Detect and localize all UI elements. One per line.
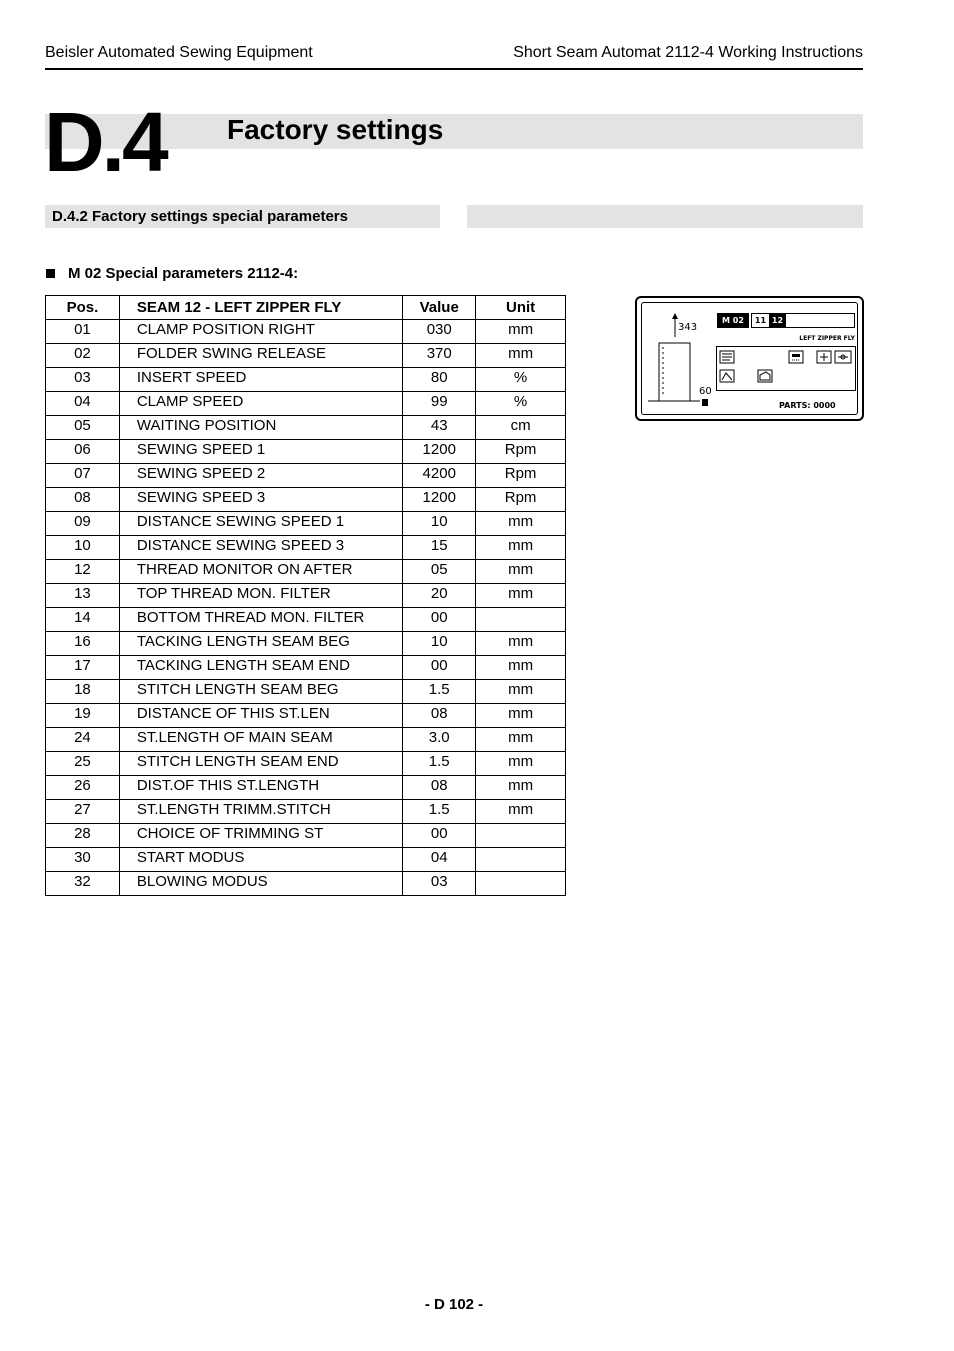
- cell-value: 370: [403, 344, 476, 368]
- cell-unit: mm: [476, 584, 566, 608]
- table-row: [46, 416, 566, 440]
- cell-unit: mm: [476, 776, 566, 800]
- cell-pos: 05: [46, 416, 120, 440]
- cell-desc: ST.LENGTH OF MAIN SEAM: [119, 728, 402, 752]
- cell-pos: 30: [46, 848, 120, 872]
- cell-unit: [476, 848, 566, 872]
- cell-value: 20: [403, 584, 476, 608]
- table-row: [46, 368, 566, 392]
- cell-desc: TACKING LENGTH SEAM BEG: [119, 632, 402, 656]
- section-title: D.4.2 Factory settings special parameters: [52, 208, 348, 225]
- cell-unit: mm: [476, 800, 566, 824]
- cell-desc: STITCH LENGTH SEAM END: [119, 752, 402, 776]
- cell-pos: 14: [46, 608, 120, 632]
- cell-unit: mm: [476, 320, 566, 344]
- cell-pos: 12: [46, 560, 120, 584]
- cell-unit: %: [476, 392, 566, 416]
- cell-unit: mm: [476, 728, 566, 752]
- header-divider: [45, 68, 863, 70]
- cell-value: 99: [403, 392, 476, 416]
- table-row: [46, 344, 566, 368]
- table-row: [46, 824, 566, 848]
- table-row: [46, 584, 566, 608]
- table-row: [46, 752, 566, 776]
- cell-value: 1.5: [403, 800, 476, 824]
- cell-unit: mm: [476, 512, 566, 536]
- cell-pos: 28: [46, 824, 120, 848]
- cell-pos: 02: [46, 344, 120, 368]
- cell-pos: 27: [46, 800, 120, 824]
- col-unit-header: Unit: [476, 296, 566, 320]
- arrow-head-icon: [672, 313, 678, 319]
- cell-value: 43: [403, 416, 476, 440]
- cell-value: 1.5: [403, 752, 476, 776]
- cell-pos: 07: [46, 464, 120, 488]
- table-row: [46, 728, 566, 752]
- table-row: [46, 608, 566, 632]
- cell-pos: 10: [46, 536, 120, 560]
- display-parts-counter: PARTS: 0000: [779, 401, 836, 410]
- cell-unit: mm: [476, 680, 566, 704]
- display-seam-prev: 11: [754, 316, 767, 325]
- title-band: [45, 114, 863, 149]
- cell-value: 08: [403, 776, 476, 800]
- display-program: M 02: [717, 313, 749, 328]
- header-company: Beisler Automated Sewing Equipment: [45, 44, 313, 61]
- bullet-text: M 02 Special parameters 2112-4:: [68, 265, 299, 282]
- cell-unit: mm: [476, 536, 566, 560]
- bullet-heading: [46, 265, 298, 282]
- position-marker-icon: [702, 399, 708, 406]
- control-display: [635, 296, 864, 421]
- display-bottom-value: 60: [699, 386, 712, 397]
- cell-unit: [476, 824, 566, 848]
- cell-desc: ST.LENGTH TRIMM.STITCH: [119, 800, 402, 824]
- cell-pos: 13: [46, 584, 120, 608]
- page-title: Factory settings: [227, 114, 444, 145]
- display-seam-name: LEFT ZIPPER FLY: [799, 335, 855, 342]
- table-row: [46, 320, 566, 344]
- table-row: [46, 704, 566, 728]
- col-desc-header: SEAM 12 - LEFT ZIPPER FLY: [119, 296, 402, 320]
- parameter-table: [45, 295, 566, 896]
- cell-unit: Rpm: [476, 440, 566, 464]
- cell-value: 80: [403, 368, 476, 392]
- cell-unit: mm: [476, 704, 566, 728]
- cell-value: 08: [403, 704, 476, 728]
- cell-desc: DIST.OF THIS ST.LENGTH: [119, 776, 402, 800]
- cell-value: 00: [403, 608, 476, 632]
- cell-unit: [476, 608, 566, 632]
- cell-desc: WAITING POSITION: [119, 416, 402, 440]
- cell-value: 1200: [403, 488, 476, 512]
- cell-pos: 03: [46, 368, 120, 392]
- cell-desc: BOTTOM THREAD MON. FILTER: [119, 608, 402, 632]
- cell-pos: 18: [46, 680, 120, 704]
- cell-desc: CLAMP POSITION RIGHT: [119, 320, 402, 344]
- col-value-header: Value: [403, 296, 476, 320]
- cell-value: 05: [403, 560, 476, 584]
- cell-desc: SEWING SPEED 3: [119, 488, 402, 512]
- page-number: - D 102 -: [424, 1296, 484, 1313]
- cell-pos: 32: [46, 872, 120, 896]
- cell-value: 00: [403, 656, 476, 680]
- cell-pos: 26: [46, 776, 120, 800]
- table-row: [46, 800, 566, 824]
- cell-value: 1.5: [403, 680, 476, 704]
- cell-value: 15: [403, 536, 476, 560]
- cell-desc: CHOICE OF TRIMMING ST: [119, 824, 402, 848]
- cell-unit: %: [476, 368, 566, 392]
- table-row: [46, 680, 566, 704]
- cell-desc: TOP THREAD MON. FILTER: [119, 584, 402, 608]
- table-row: [46, 392, 566, 416]
- table-row: [46, 632, 566, 656]
- col-pos-header: Pos.: [46, 296, 120, 320]
- cell-unit: [476, 872, 566, 896]
- cell-desc: STITCH LENGTH SEAM BEG: [119, 680, 402, 704]
- table-row: [46, 872, 566, 896]
- cell-pos: 19: [46, 704, 120, 728]
- cell-value: 4200: [403, 464, 476, 488]
- cell-value: 03: [403, 872, 476, 896]
- table-header-row: [46, 296, 566, 320]
- cell-unit: cm: [476, 416, 566, 440]
- cell-unit: Rpm: [476, 464, 566, 488]
- display-screen: [641, 302, 858, 415]
- cell-pos: 04: [46, 392, 120, 416]
- cell-desc: BLOWING MODUS: [119, 872, 402, 896]
- display-top-value: 343: [678, 322, 698, 333]
- cell-pos: 09: [46, 512, 120, 536]
- header-manual-title: Short Seam Automat 2112-4 Working Instructions: [513, 44, 863, 61]
- cell-desc: TACKING LENGTH SEAM END: [119, 656, 402, 680]
- cell-pos: 25: [46, 752, 120, 776]
- cell-unit: mm: [476, 560, 566, 584]
- cell-pos: 24: [46, 728, 120, 752]
- cell-value: 030: [403, 320, 476, 344]
- cell-value: 10: [403, 632, 476, 656]
- cell-pos: 01: [46, 320, 120, 344]
- cell-unit: mm: [476, 752, 566, 776]
- cell-desc: DISTANCE SEWING SPEED 1: [119, 512, 402, 536]
- table-row: [46, 440, 566, 464]
- cell-desc: SEWING SPEED 2: [119, 464, 402, 488]
- section-band-right: [467, 205, 863, 228]
- cell-value: 04: [403, 848, 476, 872]
- cell-pos: 06: [46, 440, 120, 464]
- cell-value: 00: [403, 824, 476, 848]
- table-row: [46, 776, 566, 800]
- cell-desc: START MODUS: [119, 848, 402, 872]
- table-row: [46, 464, 566, 488]
- table-row: [46, 560, 566, 584]
- cell-pos: 17: [46, 656, 120, 680]
- clamp-outline-icon: [659, 343, 690, 401]
- display-seam-current: 12: [769, 314, 786, 327]
- cell-value: 1200: [403, 440, 476, 464]
- cell-unit: mm: [476, 656, 566, 680]
- cell-desc: CLAMP SPEED: [119, 392, 402, 416]
- cell-unit: mm: [476, 344, 566, 368]
- cell-pos: 16: [46, 632, 120, 656]
- bullet-square-icon: [46, 269, 55, 278]
- cell-pos: 08: [46, 488, 120, 512]
- display-icon-panel: [716, 346, 856, 391]
- chapter-code: D.4: [44, 95, 166, 189]
- cell-desc: DISTANCE OF THIS ST.LEN: [119, 704, 402, 728]
- cell-unit: Rpm: [476, 488, 566, 512]
- cell-desc: FOLDER SWING RELEASE: [119, 344, 402, 368]
- cell-value: 10: [403, 512, 476, 536]
- cell-unit: mm: [476, 632, 566, 656]
- cell-value: 3.0: [403, 728, 476, 752]
- cell-desc: DISTANCE SEWING SPEED 3: [119, 536, 402, 560]
- table-row: [46, 512, 566, 536]
- cell-desc: INSERT SPEED: [119, 368, 402, 392]
- table-row: [46, 848, 566, 872]
- table-row: [46, 488, 566, 512]
- table-row: [46, 536, 566, 560]
- cell-desc: SEWING SPEED 1: [119, 440, 402, 464]
- cell-desc: THREAD MONITOR ON AFTER: [119, 560, 402, 584]
- table-row: [46, 656, 566, 680]
